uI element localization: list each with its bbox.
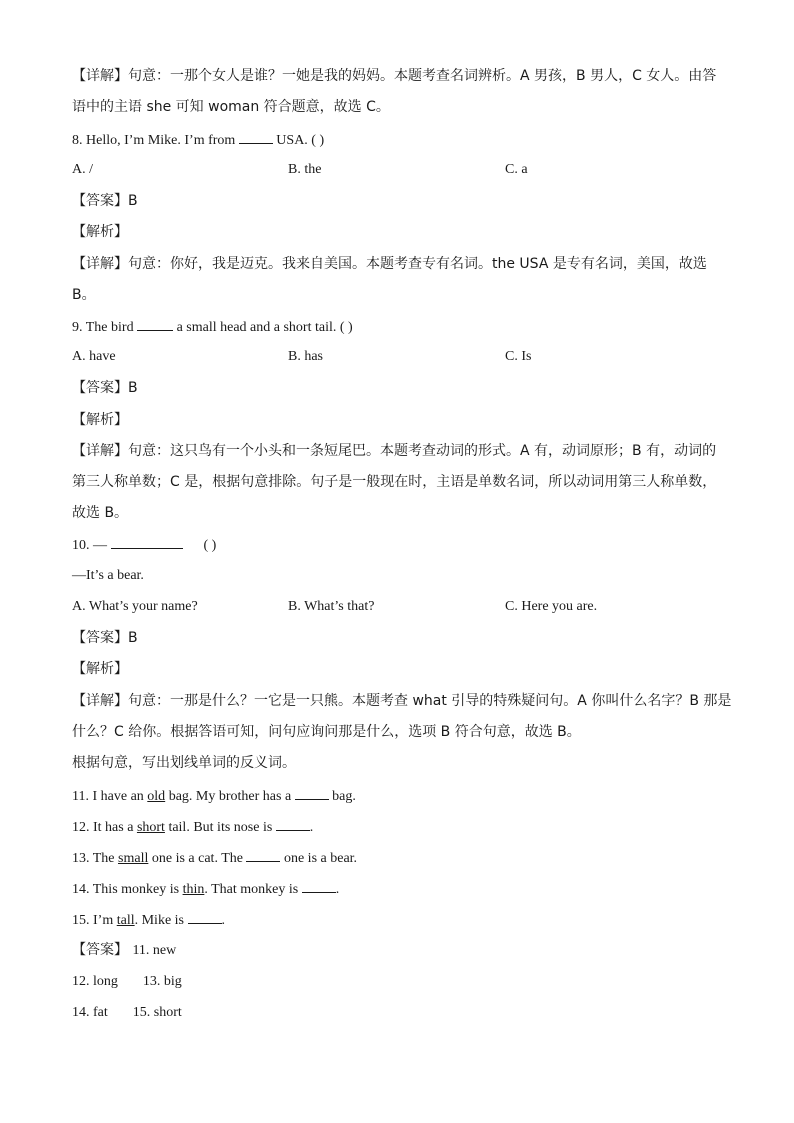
q14-mid: . That monkey is bbox=[204, 882, 299, 897]
q10-stem-post: ( ) bbox=[203, 538, 217, 553]
q10-option-a: A. What’s your name? bbox=[72, 599, 198, 614]
q9-stem bbox=[72, 318, 353, 336]
q8-option-a: A. / bbox=[72, 162, 93, 177]
q11-underlined-word: old bbox=[147, 789, 166, 804]
q7-detail-line-1: 【详解】句意：一那个女人是谁？一她是我的妈妈。本题考查名词辨析。A 男孩，B 男人，C 女人。由答 bbox=[72, 68, 717, 84]
q12-mid: tail. But its nose is bbox=[164, 820, 273, 835]
answers-11-15-line-3 bbox=[72, 1005, 182, 1021]
q15-blank bbox=[188, 911, 222, 924]
q15-stem bbox=[72, 911, 225, 929]
q14-post: . bbox=[335, 882, 340, 897]
q15-post: . bbox=[221, 913, 225, 928]
q9-stem-post: a small head and a short tail. ( ) bbox=[176, 320, 353, 335]
q11-post: bag. bbox=[332, 789, 356, 804]
q13-mid: one is a cat. The bbox=[148, 851, 243, 866]
q14-stem bbox=[72, 880, 339, 898]
q8-option-c: C. a bbox=[505, 162, 528, 177]
q9-option-c: C. Is bbox=[505, 349, 532, 364]
q9-detail-line-1: 【详解】句意：这只鸟有一个小头和一条短尾巴。本题考查动词的形式。A 有，动词原形；B 有，动词的 bbox=[72, 443, 717, 459]
q14-pre: 14. This monkey is bbox=[72, 882, 183, 897]
q9-detail-line-2: 第三人称单数；C 是，根据句意排除。句子是一般现在时，主语是单数名词，所以动词用第三人称单数， bbox=[72, 474, 717, 490]
q8-blank bbox=[239, 131, 273, 144]
q15-underlined-word: tall bbox=[116, 913, 135, 928]
answer-14: 14. fat bbox=[72, 1005, 108, 1020]
q10-detail-line-1: 【详解】句意：一那是什么？一它是一只熊。本题考查 what 引导的特殊疑问句。A 你叫什么名字？B 那是 bbox=[72, 693, 732, 709]
q8-option-b: B. the bbox=[288, 162, 322, 177]
q10-option-b: B. What’s that? bbox=[288, 599, 375, 614]
q14-underlined-word: thin bbox=[182, 882, 205, 897]
q10-blank bbox=[111, 536, 183, 549]
q13-blank bbox=[246, 849, 280, 862]
answer-13: 13. big bbox=[142, 974, 182, 989]
q10-detail-line-2: 什么？C 给你。根据答语可知，问句应询问那是什么，选项 B 符合句意，故选 B。 bbox=[72, 724, 581, 740]
q15-pre: 15. I’m bbox=[72, 913, 117, 928]
q13-underlined-word: small bbox=[118, 851, 149, 866]
q13-stem bbox=[72, 849, 357, 867]
q9-detail-line-3: 故选 B。 bbox=[72, 505, 129, 521]
q10-answer: 【答案】B bbox=[72, 630, 138, 646]
q7-detail-line-2: 语中的主语 she 可知 woman 符合题意，故选 C。 bbox=[72, 99, 390, 115]
q8-stem-post: USA. ( ) bbox=[276, 133, 325, 148]
q10-stem bbox=[72, 536, 216, 554]
q9-analysis-label: 【解析】 bbox=[72, 412, 128, 428]
q8-analysis-label: 【解析】 bbox=[72, 224, 128, 240]
q10-stem-pre: 10. — bbox=[72, 538, 107, 553]
answer-12: 12. long bbox=[72, 974, 118, 989]
q11-stem bbox=[72, 787, 356, 805]
answer-15: 15. short bbox=[132, 1005, 182, 1020]
q10-analysis-label: 【解析】 bbox=[72, 661, 128, 677]
q11-pre: 11. I have an bbox=[72, 789, 148, 804]
q8-stem bbox=[72, 131, 324, 149]
q8-detail-line-2: B。 bbox=[72, 287, 96, 303]
answer-11: 11. new bbox=[132, 943, 177, 958]
q12-post: . bbox=[309, 820, 314, 835]
q13-post: one is a bear. bbox=[283, 851, 358, 866]
answers-11-15-line-2 bbox=[72, 974, 182, 990]
q9-blank bbox=[137, 318, 173, 331]
q12-pre: 12. It has a bbox=[72, 820, 137, 835]
q15-mid: . Mike is bbox=[134, 913, 184, 928]
q9-stem-pre: 9. The bird bbox=[72, 320, 134, 335]
q8-answer: 【答案】B bbox=[72, 193, 138, 209]
q10-option-c: C. Here you are. bbox=[505, 599, 598, 614]
q11-blank bbox=[295, 787, 329, 800]
q10-reply: —It’s a bear. bbox=[72, 568, 144, 583]
q9-option-b: B. has bbox=[288, 349, 323, 364]
q14-blank bbox=[302, 880, 336, 893]
q8-detail-line-1: 【详解】句意：你好，我是迈克。我来自美国。本题考查专有名词。the USA 是专有名词，美国，故选 bbox=[72, 256, 707, 272]
q12-blank bbox=[276, 818, 310, 831]
q9-option-a: A. have bbox=[72, 349, 116, 364]
q8-stem-pre: 8. Hello, I’m Mike. I’m from bbox=[72, 133, 236, 148]
section-instruction: 根据句意，写出划线单词的反义词。 bbox=[72, 755, 296, 771]
answers-label: 【答案】 bbox=[72, 942, 128, 958]
q12-stem bbox=[72, 818, 313, 836]
q11-mid: bag. My brother has a bbox=[165, 789, 292, 804]
q13-pre: 13. The bbox=[72, 851, 119, 866]
q12-underlined-word: short bbox=[136, 820, 165, 835]
answers-11-15-line-1 bbox=[72, 942, 176, 959]
q9-answer: 【答案】B bbox=[72, 380, 138, 396]
